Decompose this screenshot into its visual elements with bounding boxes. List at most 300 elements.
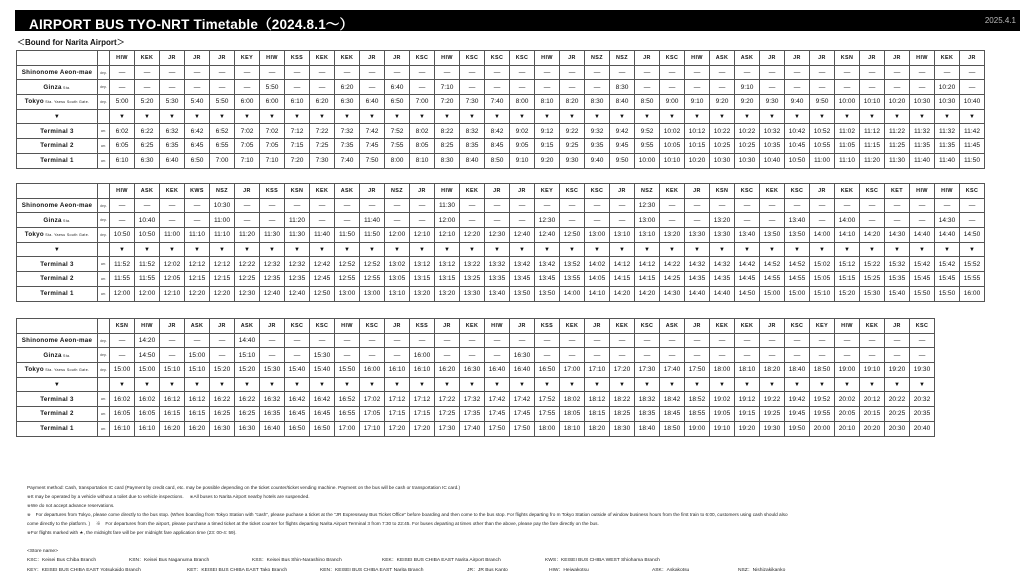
- time-cell: 14:42: [735, 257, 760, 272]
- time-cell: —: [910, 80, 935, 95]
- time-cell: —: [385, 198, 410, 213]
- operator-code: KSC: [285, 319, 310, 334]
- time-cell: 13:20: [435, 286, 460, 301]
- arrow-down-icon: ▼: [360, 242, 385, 257]
- time-cell: 9:40: [585, 153, 610, 168]
- time-cell: 17:35: [460, 407, 485, 422]
- time-cell: —: [960, 198, 985, 213]
- time-cell: —: [735, 348, 760, 363]
- time-cell: —: [585, 333, 610, 348]
- time-cell: 6:10: [285, 95, 310, 110]
- operator-code: ASK: [660, 319, 685, 334]
- time-cell: 8:50: [485, 153, 510, 168]
- time-cell: 16:25: [210, 407, 235, 422]
- time-cell: 16:40: [260, 421, 285, 436]
- arrow-down-icon: ▼: [485, 242, 510, 257]
- arrow-down-icon: ▼: [485, 377, 510, 392]
- time-cell: 15:30: [260, 363, 285, 378]
- time-cell: —: [310, 65, 335, 80]
- time-cell: 7:02: [235, 124, 260, 139]
- stop-label: [17, 95, 98, 110]
- time-cell: 14:00: [810, 228, 835, 243]
- row-terminal-2: [17, 272, 985, 287]
- time-cell: —: [960, 65, 985, 80]
- time-cell: —: [635, 333, 660, 348]
- arrow-down-icon: ▼: [560, 109, 585, 124]
- operator-code: KEK: [310, 51, 335, 66]
- time-cell: 13:00: [360, 286, 385, 301]
- time-cell: —: [585, 348, 610, 363]
- time-cell: —: [885, 80, 910, 95]
- time-cell: —: [185, 333, 210, 348]
- operator-code: KEK: [660, 184, 685, 199]
- operator-code: JR: [860, 51, 885, 66]
- operator-code: KSC: [785, 319, 810, 334]
- time-cell: 16:00: [410, 348, 435, 363]
- row-terminal-1: [17, 421, 935, 436]
- dep-arr-mark: dep.: [98, 198, 110, 213]
- operator-code: JR: [160, 319, 185, 334]
- time-cell: —: [860, 348, 885, 363]
- dep-arr-mark: dep.: [98, 80, 110, 95]
- row-terminal-3: [17, 392, 935, 407]
- time-cell: —: [510, 198, 535, 213]
- time-cell: —: [710, 65, 735, 80]
- operator-code: KSC: [410, 51, 435, 66]
- time-cell: —: [210, 333, 235, 348]
- time-cell: —: [285, 333, 310, 348]
- stop-name: Terminal 1: [40, 290, 74, 298]
- title-bar: [15, 10, 1020, 31]
- time-cell: 9:30: [560, 153, 585, 168]
- operator-code: KEK: [135, 51, 160, 66]
- time-cell: 16:40: [485, 363, 510, 378]
- operator-code: KSC: [460, 51, 485, 66]
- time-cell: 18:52: [685, 392, 710, 407]
- time-cell: 9:05: [510, 139, 535, 154]
- dep-arr-mark: [98, 377, 110, 392]
- arrow-down-icon: ▼: [260, 377, 285, 392]
- time-cell: 17:50: [510, 421, 535, 436]
- time-cell: 15:32: [885, 257, 910, 272]
- stop-name: Tokyo: [24, 231, 44, 239]
- dep-arr-mark: dep.: [98, 213, 110, 228]
- time-cell: 20:02: [835, 392, 860, 407]
- time-cell: 17:00: [560, 363, 585, 378]
- time-cell: 12:30: [235, 286, 260, 301]
- time-cell: 14:05: [585, 272, 610, 287]
- time-cell: 6:40: [160, 153, 185, 168]
- operator-code: KEK: [460, 184, 485, 199]
- time-cell: 10:30: [910, 95, 935, 110]
- time-cell: 11:40: [310, 228, 335, 243]
- time-cell: —: [160, 80, 185, 95]
- stop-name: Terminal 2: [40, 142, 74, 150]
- time-cell: 9:55: [635, 139, 660, 154]
- arrow-down-icon: ▼: [635, 242, 660, 257]
- operator-code: HIW: [260, 51, 285, 66]
- time-cell: 6:22: [135, 124, 160, 139]
- arrow-down-icon: ▼: [235, 377, 260, 392]
- time-cell: 9:15: [535, 139, 560, 154]
- time-cell: 14:00: [835, 213, 860, 228]
- time-cell: 16:02: [135, 392, 160, 407]
- time-cell: 6:50: [385, 95, 410, 110]
- time-cell: —: [660, 333, 685, 348]
- time-cell: 17:30: [435, 421, 460, 436]
- time-cell: 15:10: [810, 286, 835, 301]
- operator-code: KEK: [560, 319, 585, 334]
- time-cell: 16:05: [135, 407, 160, 422]
- time-cell: 5:50: [210, 95, 235, 110]
- arrow-down-icon: ▼: [885, 377, 910, 392]
- row-tokyo: [17, 363, 935, 378]
- dep-arr-mark: arr.: [98, 421, 110, 436]
- time-cell: 13:40: [735, 228, 760, 243]
- time-cell: 17:12: [385, 392, 410, 407]
- stop-name: Terminal 3: [40, 395, 74, 403]
- time-cell: —: [760, 80, 785, 95]
- stop-name: Terminal 2: [40, 410, 74, 418]
- time-cell: 12:22: [235, 257, 260, 272]
- time-cell: 11:45: [960, 139, 985, 154]
- time-cell: 11:02: [835, 124, 860, 139]
- operator-code: KSC: [585, 184, 610, 199]
- store-kek: KEK：KEISEI BUS CHIBA EAST Narita Airport Branch: [382, 558, 501, 564]
- time-cell: 15:05: [810, 272, 835, 287]
- row-arrow: [17, 109, 985, 124]
- time-cell: 17:12: [410, 392, 435, 407]
- time-cell: 15:10: [160, 363, 185, 378]
- time-cell: —: [885, 348, 910, 363]
- arrow-down-icon: ▼: [460, 242, 485, 257]
- time-cell: 9:02: [510, 124, 535, 139]
- time-cell: —: [585, 213, 610, 228]
- corner-cell: [17, 51, 98, 66]
- time-cell: 14:40: [685, 286, 710, 301]
- time-cell: —: [510, 80, 535, 95]
- arrow-down-icon: ▼: [410, 377, 435, 392]
- time-cell: 13:50: [760, 228, 785, 243]
- dep-arr-mark: dep.: [98, 333, 110, 348]
- time-cell: 12:40: [510, 228, 535, 243]
- arrow-down-icon: ▼: [585, 242, 610, 257]
- arrow-down-icon: ▼: [560, 377, 585, 392]
- arrow-down-icon: ▼: [510, 377, 535, 392]
- store-jr: JR：JR Bus Kanto: [467, 567, 508, 573]
- time-cell: 11:35: [910, 139, 935, 154]
- operator-code: NSZ: [610, 51, 635, 66]
- operator-code: KEK: [735, 319, 760, 334]
- time-cell: —: [210, 65, 235, 80]
- revision-date: 2025.4.1: [984, 16, 1016, 25]
- time-cell: —: [735, 65, 760, 80]
- time-cell: 18:22: [610, 392, 635, 407]
- time-cell: 10:10: [660, 153, 685, 168]
- time-cell: 10:00: [835, 95, 860, 110]
- time-cell: 13:00: [585, 228, 610, 243]
- time-cell: 18:30: [610, 421, 635, 436]
- time-cell: —: [685, 333, 710, 348]
- time-cell: —: [535, 333, 560, 348]
- time-cell: —: [260, 348, 285, 363]
- time-cell: 11:20: [285, 213, 310, 228]
- time-cell: —: [785, 80, 810, 95]
- time-cell: 18:15: [585, 407, 610, 422]
- time-cell: 6:52: [210, 124, 235, 139]
- time-cell: 18:42: [660, 392, 685, 407]
- time-cell: —: [410, 333, 435, 348]
- time-cell: 16:30: [510, 348, 535, 363]
- time-cell: 6:30: [335, 95, 360, 110]
- time-cell: —: [135, 198, 160, 213]
- time-cell: —: [860, 80, 885, 95]
- arrow-down-icon: ▼: [760, 109, 785, 124]
- time-cell: 16:05: [110, 407, 135, 422]
- store-kws: KWS：KEISEI BUS CHIBA WEST Shiohama Branch: [545, 558, 660, 564]
- time-cell: —: [860, 213, 885, 228]
- time-cell: 14:30: [935, 213, 960, 228]
- stop-name: Terminal 1: [40, 425, 74, 433]
- arrow-down-icon: ▼: [210, 109, 235, 124]
- time-cell: —: [935, 65, 960, 80]
- time-cell: 14:40: [910, 228, 935, 243]
- time-cell: 12:50: [560, 228, 585, 243]
- time-cell: 11:30: [885, 153, 910, 168]
- time-cell: 16:20: [160, 421, 185, 436]
- time-cell: 11:15: [860, 139, 885, 154]
- stop-suffix: Sta.: [61, 218, 71, 223]
- time-cell: —: [485, 213, 510, 228]
- arrow-down-icon: ▼: [135, 109, 160, 124]
- time-cell: 10:15: [685, 139, 710, 154]
- time-cell: 15:45: [935, 272, 960, 287]
- arrow-down-icon: ▼: [810, 109, 835, 124]
- operator-code: KEK: [460, 319, 485, 334]
- time-cell: 7:30: [310, 153, 335, 168]
- operator-code: KSS: [260, 184, 285, 199]
- time-cell: 14:52: [785, 257, 810, 272]
- operator-code: HIW: [135, 319, 160, 334]
- time-cell: 8:35: [460, 139, 485, 154]
- time-cell: —: [110, 348, 135, 363]
- time-cell: 12:15: [185, 272, 210, 287]
- time-cell: 7:50: [360, 153, 385, 168]
- dep-arr-mark: [98, 242, 110, 257]
- time-cell: —: [810, 65, 835, 80]
- operator-code: KEY: [810, 319, 835, 334]
- time-cell: 11:30: [285, 228, 310, 243]
- time-cell: 14:55: [760, 272, 785, 287]
- time-cell: 19:30: [910, 363, 935, 378]
- time-cell: —: [660, 348, 685, 363]
- arrow-down-icon: ▼: [760, 242, 785, 257]
- arrow-down-icon: ▼: [635, 109, 660, 124]
- time-cell: 13:15: [435, 272, 460, 287]
- arrow-down-icon: ▼: [710, 377, 735, 392]
- time-cell: —: [560, 348, 585, 363]
- time-cell: 6:05: [110, 139, 135, 154]
- dep-arr-mark: arr.: [98, 407, 110, 422]
- time-cell: 12:30: [535, 213, 560, 228]
- operator-code: JR: [560, 51, 585, 66]
- arrow-down-icon: ▼: [910, 377, 935, 392]
- time-cell: 13:12: [410, 257, 435, 272]
- time-cell: 11:35: [935, 139, 960, 154]
- stop-label: [17, 421, 98, 436]
- time-cell: 14:30: [885, 228, 910, 243]
- time-cell: 9:20: [535, 153, 560, 168]
- operator-code: KSC: [360, 319, 385, 334]
- time-cell: —: [235, 80, 260, 95]
- time-cell: —: [735, 213, 760, 228]
- time-cell: 10:52: [810, 124, 835, 139]
- time-cell: —: [110, 198, 135, 213]
- time-cell: 6:10: [110, 153, 135, 168]
- time-cell: 19:05: [710, 407, 735, 422]
- time-cell: 11:50: [960, 153, 985, 168]
- operator-code: JR: [885, 51, 910, 66]
- arrow-down-icon: ▼: [710, 109, 735, 124]
- operator-code: JR: [760, 319, 785, 334]
- time-cell: 18:02: [560, 392, 585, 407]
- time-cell: —: [660, 198, 685, 213]
- time-cell: 10:25: [735, 139, 760, 154]
- time-cell: 7:15: [285, 139, 310, 154]
- operator-code: KEK: [610, 319, 635, 334]
- time-cell: —: [185, 65, 210, 80]
- note-departure-tokyo: ※ For departures from Tokyo, please come directly to the bus stop. (When boarding from Tokyo Station with "cash", please puchase a ticket at the "JR Expressway Bus Ticket Office" before boarding and then come to the bus stop. For flights departing fro m Tokyo Station outside of window business hours from the first train to 6:00, customers using cash should also: [27, 512, 788, 518]
- time-cell: —: [810, 80, 835, 95]
- time-cell: —: [335, 213, 360, 228]
- arrow-down-icon: ▼: [610, 242, 635, 257]
- operator-code: JR: [585, 319, 610, 334]
- time-cell: 13:30: [685, 228, 710, 243]
- arrow-down-icon: ▼: [160, 377, 185, 392]
- time-cell: 13:50: [535, 286, 560, 301]
- operator-code: KSS: [535, 319, 560, 334]
- stop-label: [17, 198, 98, 213]
- time-cell: —: [385, 348, 410, 363]
- time-cell: 19:25: [760, 407, 785, 422]
- time-cell: 8:25: [435, 139, 460, 154]
- operator-code: JR: [485, 184, 510, 199]
- arrow-down-icon: ▼: [135, 377, 160, 392]
- time-cell: —: [910, 65, 935, 80]
- time-cell: —: [960, 213, 985, 228]
- time-cell: —: [410, 65, 435, 80]
- arrow-down-icon: ▼: [110, 242, 135, 257]
- dep-arr-mark: arr.: [98, 124, 110, 139]
- arrow-down-icon: ▼: [435, 377, 460, 392]
- time-cell: 8:50: [635, 95, 660, 110]
- time-cell: 13:42: [510, 257, 535, 272]
- time-cell: 19:10: [860, 363, 885, 378]
- time-cell: 16:00: [360, 363, 385, 378]
- arrow-down-icon: ▼: [260, 242, 285, 257]
- time-cell: 9:30: [760, 95, 785, 110]
- time-cell: —: [160, 65, 185, 80]
- time-cell: 18:25: [610, 407, 635, 422]
- time-cell: 18:10: [560, 421, 585, 436]
- time-cell: —: [810, 348, 835, 363]
- time-cell: 20:20: [860, 421, 885, 436]
- note-reservation: ※We do not accept advance reservations.: [27, 503, 115, 509]
- arrow-down-icon: ▼: [210, 242, 235, 257]
- arrow-down-icon: ▼: [910, 242, 935, 257]
- time-cell: 11:40: [910, 153, 935, 168]
- time-cell: —: [785, 333, 810, 348]
- arrow-down-icon: ▼: [960, 242, 985, 257]
- stop-name: Ginza: [43, 83, 62, 91]
- time-cell: 17:20: [385, 421, 410, 436]
- time-cell: 20:30: [885, 421, 910, 436]
- time-cell: 14:45: [735, 272, 760, 287]
- time-cell: 12:35: [260, 272, 285, 287]
- time-cell: 10:22: [735, 124, 760, 139]
- time-cell: 19:50: [785, 421, 810, 436]
- arrow-down-icon: ▼: [160, 109, 185, 124]
- time-cell: 16:52: [335, 392, 360, 407]
- time-cell: 18:05: [560, 407, 585, 422]
- time-cell: 9:52: [635, 124, 660, 139]
- arrow-down-icon: ▼: [860, 109, 885, 124]
- time-cell: 20:00: [810, 421, 835, 436]
- arrow-down-icon: ▼: [785, 377, 810, 392]
- time-cell: 6:20: [335, 80, 360, 95]
- time-cell: 12:10: [410, 228, 435, 243]
- time-cell: 17:02: [360, 392, 385, 407]
- time-cell: 20:12: [860, 392, 885, 407]
- time-cell: —: [135, 65, 160, 80]
- operator-code: ASK: [735, 51, 760, 66]
- arrow-down-icon: ▼: [560, 242, 585, 257]
- time-cell: 12:40: [260, 286, 285, 301]
- time-cell: 12:40: [535, 228, 560, 243]
- operator-code: NSZ: [585, 51, 610, 66]
- arrow-down-icon: ▼: [410, 242, 435, 257]
- stop-label: [17, 80, 98, 95]
- time-cell: 15:50: [935, 286, 960, 301]
- time-cell: 20:05: [835, 407, 860, 422]
- operator-code: JR: [635, 51, 660, 66]
- time-cell: —: [785, 65, 810, 80]
- operator-code: KEK: [335, 51, 360, 66]
- time-cell: 13:50: [785, 228, 810, 243]
- time-cell: 18:00: [535, 421, 560, 436]
- time-cell: 18:20: [760, 363, 785, 378]
- time-cell: 12:15: [210, 272, 235, 287]
- time-cell: 19:00: [835, 363, 860, 378]
- time-cell: —: [560, 80, 585, 95]
- time-cell: 9:50: [610, 153, 635, 168]
- time-cell: 18:40: [785, 363, 810, 378]
- dep-arr-mark: arr.: [98, 139, 110, 154]
- store-ask: ASK：Askakotsu: [652, 567, 690, 573]
- time-cell: —: [460, 80, 485, 95]
- corner-cell: [17, 184, 98, 199]
- row-terminal-2: [17, 139, 985, 154]
- operator-code: HIW: [435, 184, 460, 199]
- time-cell: 9:10: [510, 153, 535, 168]
- time-cell: 15:30: [310, 348, 335, 363]
- time-cell: 5:50: [260, 80, 285, 95]
- time-cell: 13:02: [385, 257, 410, 272]
- arrow-down-icon: ▼: [385, 377, 410, 392]
- time-cell: 20:10: [835, 421, 860, 436]
- time-cell: 12:00: [135, 286, 160, 301]
- time-cell: 15:35: [885, 272, 910, 287]
